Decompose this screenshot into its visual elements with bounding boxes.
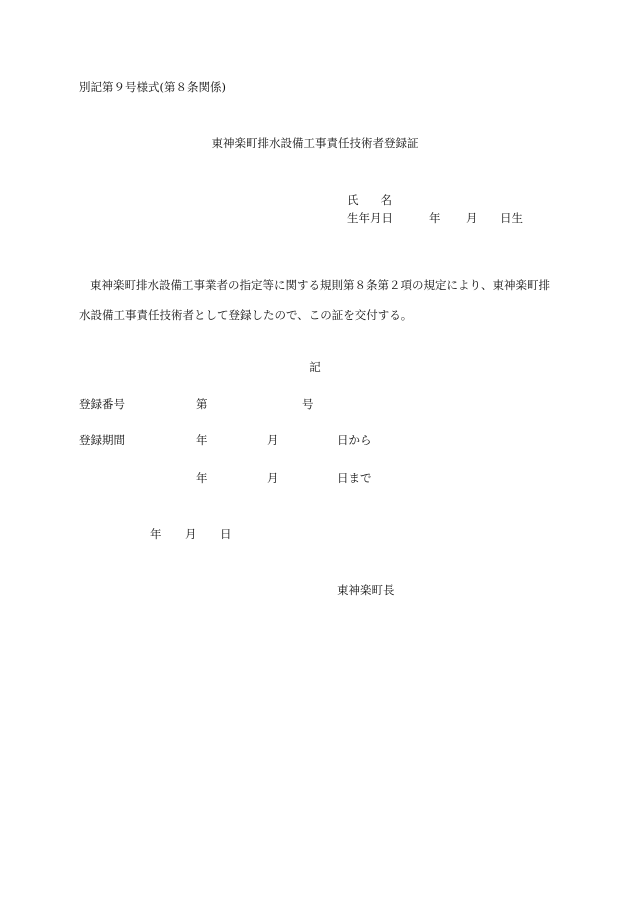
form-number: 別記第９号様式(第８条関係) xyxy=(79,80,226,94)
period-start-year: 年 xyxy=(196,433,208,447)
registration-number-prefix: 第 xyxy=(196,397,208,411)
holder-dob-year: 年 xyxy=(429,211,441,225)
name-label-char-2: 名 xyxy=(380,193,392,207)
document-title: 東神楽町排水設備工事責任技術者登録証 xyxy=(211,136,419,150)
registration-number-label: 登録番号 xyxy=(79,397,125,411)
period-start-day: 日から xyxy=(337,433,372,447)
name-label-char-1: 氏 xyxy=(347,193,359,207)
record-heading: 記 xyxy=(309,360,321,374)
holder-dob-day: 日生 xyxy=(500,211,523,225)
registration-number-suffix: 号 xyxy=(302,397,314,411)
issuer-name: 東神楽町長 xyxy=(337,583,395,597)
registration-period-label: 登録期間 xyxy=(79,433,125,447)
issue-date-day: 日 xyxy=(220,527,232,541)
issue-date-year: 年 xyxy=(150,527,162,541)
holder-dob-label: 生年月日 xyxy=(347,211,393,225)
period-end-day: 日まで xyxy=(337,471,372,485)
holder-dob-month: 月 xyxy=(466,211,478,225)
holder-name-label xyxy=(347,195,392,207)
period-end-year: 年 xyxy=(196,471,208,485)
issue-date-month: 月 xyxy=(185,527,197,541)
certificate-body-text: 東神楽町排水設備工事業者の指定等に関する規則第８条第２項の規定により、東神楽町排水設備工事責任技術者として登録したので、この証を交付する。 xyxy=(79,278,550,322)
period-start-month: 月 xyxy=(267,433,279,447)
period-end-month: 月 xyxy=(267,471,279,485)
